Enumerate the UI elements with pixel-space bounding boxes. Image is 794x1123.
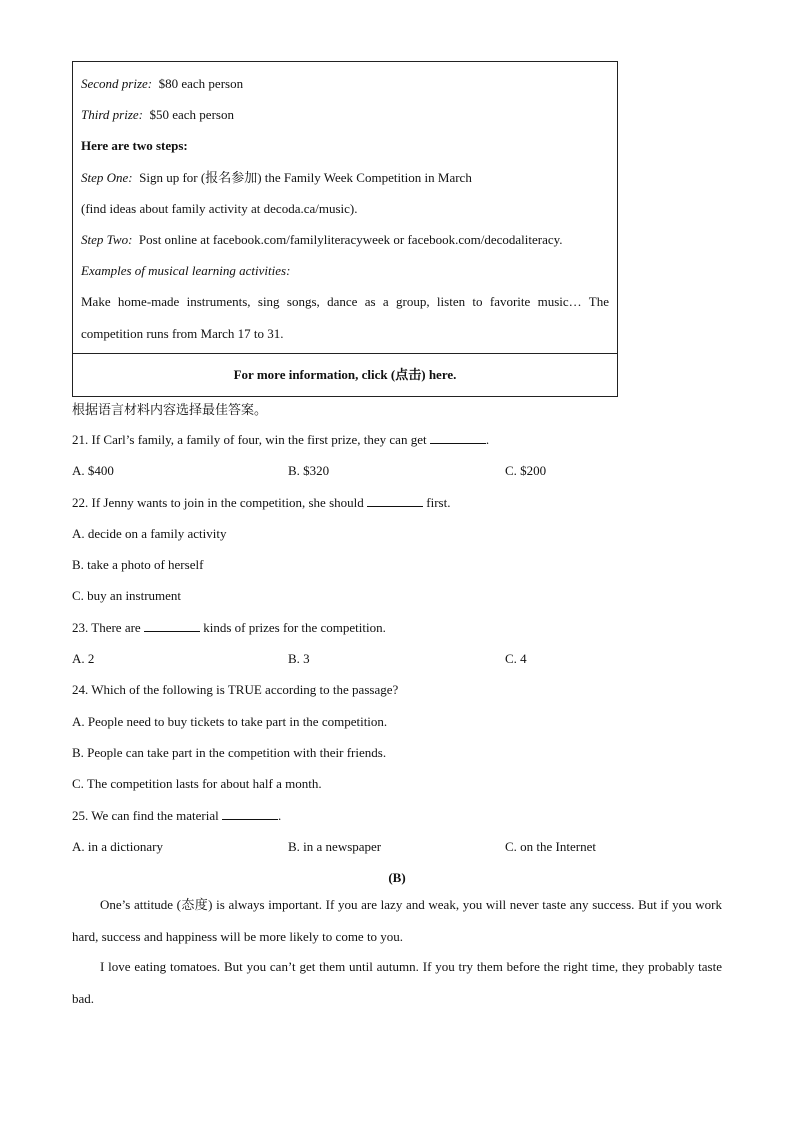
third-prize-value: $50 each person xyxy=(149,107,234,123)
notice-body xyxy=(73,62,617,354)
q23-option-b[interactable]: B. 3 xyxy=(288,651,310,667)
q22-stem: 22. If Jenny wants to join in the competition, she should xyxy=(72,494,364,510)
q21-option-c[interactable]: C. $200 xyxy=(505,463,547,479)
question-23 xyxy=(72,612,722,643)
step-two-label: Step Two: xyxy=(81,231,133,247)
part-b-paragraph-2: I love eating tomatoes. But you can’t get them until autumn. If you try them before the right time, they probably taste bad. xyxy=(72,959,722,1006)
step-one-label: Step One: xyxy=(81,169,133,185)
third-prize-label: Third prize: xyxy=(81,107,143,123)
q25-option-b[interactable]: B. in a newspaper xyxy=(288,838,382,854)
question-21 xyxy=(72,424,722,455)
step-one-line xyxy=(81,162,609,193)
q22-option-b[interactable]: B. take a photo of herself xyxy=(72,557,204,573)
q23-stem-end: kinds of prizes for the competition. xyxy=(203,619,386,635)
steps-heading: Here are two steps: xyxy=(81,138,188,154)
q22-option-c[interactable]: C. buy an instrument xyxy=(72,588,182,604)
answer-blank xyxy=(430,431,486,444)
questions-section xyxy=(72,396,722,862)
q21-stem-end: . xyxy=(485,432,490,447)
step-one-text: Sign up for (报名参加) the Family Week Competition in March xyxy=(139,169,472,185)
q22-option-a[interactable]: A. decide on a family activity xyxy=(72,525,227,541)
q22-stem-end: first. xyxy=(426,494,451,510)
q21-options xyxy=(72,455,722,486)
second-prize-label: Second prize: xyxy=(81,76,153,91)
question-24: 24. Which of the following is TRUE according to the passage? xyxy=(72,682,399,698)
q24-option-c[interactable]: C. The competition lasts for about half a month. xyxy=(72,776,322,792)
q24-option-a[interactable]: A. People need to buy tickets to take part in the competition. xyxy=(72,713,388,729)
notice-box xyxy=(72,61,618,397)
q25-stem: 25. We can find the material xyxy=(72,807,219,823)
part-b-paragraph-1: One’s attitude (态度) is always important. If you are lazy and weak, you will never taste any success. But if you work hard, success and happiness will be more likely to come to you. xyxy=(72,897,722,944)
q21-option-b[interactable]: B. $320 xyxy=(288,463,330,479)
q23-option-c[interactable]: C. 4 xyxy=(505,651,527,667)
step-two-text: Post online at facebook.com/familyliteracyweek or facebook.com/decodaliteracy. xyxy=(138,231,563,247)
question-25 xyxy=(72,800,722,831)
more-info-link[interactable]: For more information, click (点击) here. xyxy=(233,366,457,382)
q25-options xyxy=(72,831,722,862)
q25-option-a[interactable]: A. in a dictionary xyxy=(72,838,163,854)
step-one-continued: (find ideas about family activity at decoda.ca/music). xyxy=(81,200,358,216)
instruction: 根据语言材料内容选择最佳答案。 xyxy=(72,402,268,417)
q25-option-c[interactable]: C. on the Internet xyxy=(505,838,596,854)
answer-blank xyxy=(144,619,200,632)
examples-text: Make home-made instruments, sing songs, dance as a group, listen to favorite music… The competition runs from March 17 to 31. xyxy=(81,294,609,341)
answer-blank xyxy=(222,807,278,820)
second-prize-line xyxy=(81,68,609,99)
examples-label: Examples of musical learning activities: xyxy=(81,263,291,279)
q21-option-a[interactable]: A. $400 xyxy=(72,463,114,479)
part-b-title: (B) xyxy=(388,870,406,885)
answer-blank xyxy=(367,494,423,507)
q21-stem: 21. If Carl’s family, a family of four, win the first prize, they can get xyxy=(72,432,427,447)
q23-stem: 23. There are xyxy=(72,619,141,635)
q23-option-a[interactable]: A. 2 xyxy=(72,651,95,667)
step-two-line xyxy=(81,224,609,255)
question-22 xyxy=(72,487,722,518)
q25-stem-end: . xyxy=(277,807,282,823)
q23-options xyxy=(72,643,722,674)
second-prize-value: $80 each person xyxy=(158,76,244,91)
q24-option-b[interactable]: B. People can take part in the competition with their friends. xyxy=(72,744,387,760)
third-prize-line xyxy=(81,99,609,130)
